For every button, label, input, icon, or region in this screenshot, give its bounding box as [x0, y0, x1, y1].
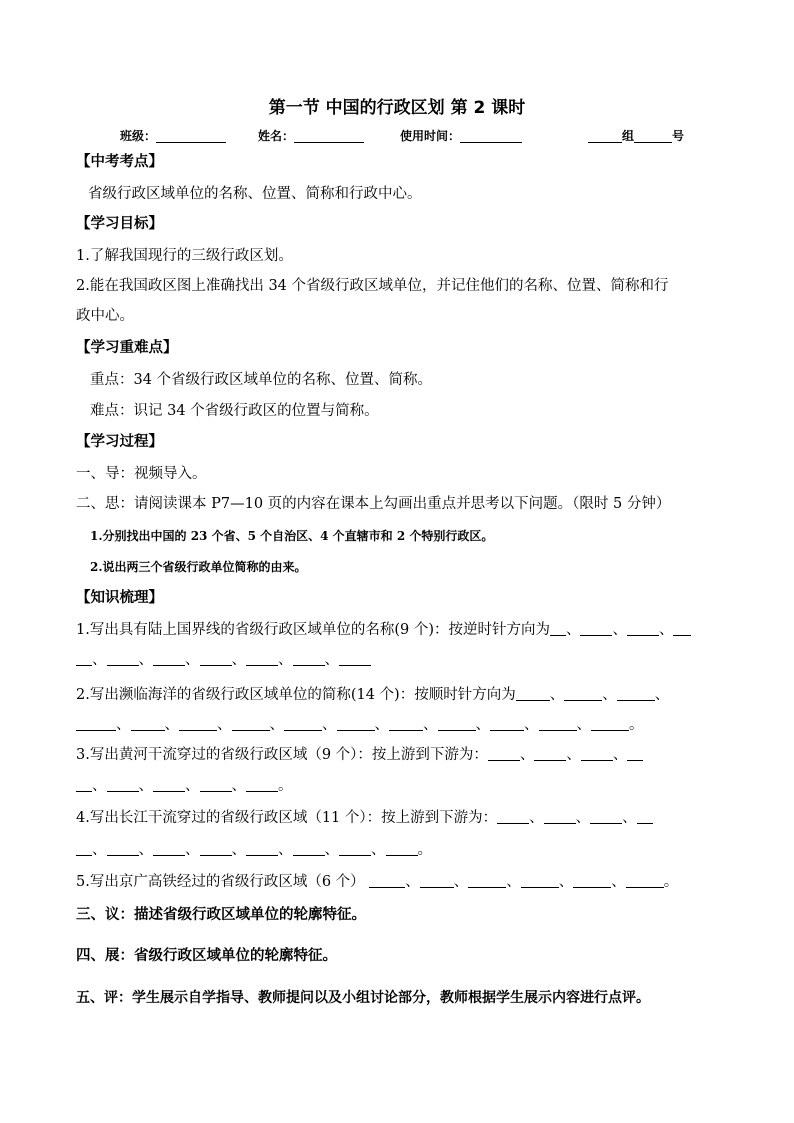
answer-blank[interactable]	[637, 809, 653, 824]
answer-blank[interactable]	[591, 716, 629, 731]
sep: 、	[423, 717, 438, 733]
name-field	[258, 127, 364, 144]
answer-blank[interactable]	[232, 716, 270, 731]
sep: 、	[612, 622, 627, 638]
sep: 、	[92, 778, 107, 794]
time-blank[interactable]	[460, 130, 522, 143]
sep: 、	[611, 874, 626, 890]
answer-blank[interactable]	[339, 841, 371, 856]
answer-blank[interactable]	[438, 716, 476, 731]
answer-blank[interactable]	[497, 809, 529, 824]
exam-points-header: 【中考考点】	[76, 154, 163, 170]
knowledge-item-2	[76, 685, 734, 705]
answer-blank[interactable]	[246, 777, 278, 792]
goal-item-2-line-1: 2.能在我国政区图上准确找出 34 个省级行政区域单位，并记住他们的名称、位置、简称和行	[76, 278, 669, 294]
answer-blank[interactable]	[550, 621, 566, 636]
group-blank[interactable]	[588, 130, 622, 143]
end-mark: 。	[278, 778, 293, 794]
knowledge-item-2-text: 2.写出濒临海洋的省级行政区域单位的简称(14 个)：按顺时针方向为	[76, 687, 516, 703]
answer-blank[interactable]	[468, 873, 506, 888]
sep: 、	[658, 622, 674, 638]
sep: 、	[654, 687, 670, 703]
sep: 、	[549, 687, 565, 703]
sep: 、	[371, 842, 386, 858]
answer-blank[interactable]	[76, 777, 92, 792]
class-label: 班级：	[120, 129, 157, 143]
sep: 、	[519, 747, 535, 763]
answer-blank[interactable]	[581, 746, 613, 761]
answer-blank[interactable]	[200, 777, 232, 792]
knowledge-item-1	[76, 620, 734, 640]
sep: 、	[475, 717, 490, 733]
sep: 、	[231, 778, 246, 794]
think-question-2: 2.说出两三个省级行政单位简称的由来。	[90, 560, 307, 574]
sep: 、	[324, 842, 339, 858]
answer-blank[interactable]	[107, 841, 139, 856]
knowledge-item-4-text: 4.写出长江干流穿过的省级行政区域（11 个）：按上游到下游为：	[76, 810, 498, 826]
answer-blank[interactable]	[200, 841, 232, 856]
answer-blank[interactable]	[293, 841, 325, 856]
answer-blank[interactable]	[627, 746, 643, 761]
answer-blank[interactable]	[488, 746, 520, 761]
knowledge-item-2-continued	[76, 715, 644, 735]
sep: 、	[217, 717, 232, 733]
exam-points-text: 省级行政区域单位的名称、位置、简称和行政中心。	[88, 186, 422, 202]
answer-blank[interactable]	[76, 716, 116, 731]
sep: 、	[92, 842, 107, 858]
answer-blank[interactable]	[153, 841, 185, 856]
sep: 、	[324, 652, 339, 668]
answer-blank[interactable]	[293, 651, 325, 666]
sep: 、	[138, 778, 153, 794]
sep: 、	[565, 622, 581, 638]
sep: 、	[185, 778, 200, 794]
sep: 、	[374, 717, 389, 733]
knowledge-item-1-text: 1.写出具有陆上国界线的省级行政区域单位的名称(9 个)：按逆时针方向为	[76, 622, 550, 638]
sep: 、	[278, 652, 293, 668]
number-blank[interactable]	[634, 130, 672, 143]
knowledge-header: 【知识梳理】	[76, 590, 163, 606]
knowledge-item-3-text: 3.写出黄河干流穿过的省级行政区域（9 个）：按上游到下游为：	[76, 747, 488, 763]
sep: 、	[231, 842, 246, 858]
answer-blank[interactable]	[564, 686, 602, 701]
number-label: 号	[672, 129, 685, 143]
time-label: 使用时间：	[400, 129, 461, 143]
key-points-header: 【学习重难点】	[76, 340, 178, 356]
sep: 、	[506, 874, 521, 890]
answer-blank[interactable]	[76, 841, 92, 856]
answer-blank[interactable]	[76, 651, 92, 666]
sep: 、	[622, 810, 637, 826]
step-show: 四、展：省级行政区域单位的轮廓特征。	[76, 948, 337, 964]
process-step-2: 二、思：请阅读课本 P7—10 页的内容在课本上勾画出重点并思考以下问题。（限时 5 分钟）	[76, 496, 671, 512]
answer-blank[interactable]	[573, 873, 611, 888]
answer-blank[interactable]	[490, 716, 524, 731]
answer-blank[interactable]	[107, 651, 139, 666]
goals-header: 【学习目标】	[76, 216, 163, 232]
answer-blank[interactable]	[626, 873, 664, 888]
answer-blank[interactable]	[516, 686, 550, 701]
answer-blank[interactable]	[284, 716, 322, 731]
step-evaluate: 五、评：学生展示自学指导、教师提问以及小组讨论部分，教师根据学生展示内容进行点评。	[76, 990, 650, 1006]
answer-blank[interactable]	[539, 716, 577, 731]
answer-blank[interactable]	[131, 716, 165, 731]
sep: 、	[453, 874, 469, 890]
answer-blank[interactable]	[389, 716, 423, 731]
knowledge-item-4	[76, 808, 734, 828]
answer-blank[interactable]	[369, 873, 405, 888]
answer-blank[interactable]	[337, 716, 375, 731]
sep: 、	[269, 717, 284, 733]
answer-blank[interactable]	[386, 841, 418, 856]
answer-blank[interactable]	[246, 651, 278, 666]
class-field	[120, 127, 226, 144]
name-label: 姓名：	[258, 129, 295, 143]
group-number-field	[588, 127, 684, 144]
knowledge-item-3-continued	[76, 776, 293, 796]
answer-blank[interactable]	[521, 873, 559, 888]
answer-blank[interactable]	[246, 841, 278, 856]
sep: 、	[138, 652, 153, 668]
time-field	[400, 127, 522, 144]
answer-blank[interactable]	[107, 777, 139, 792]
sep: 、	[231, 652, 246, 668]
knowledge-item-4-continued	[76, 840, 432, 860]
sep: 、	[138, 842, 153, 858]
goal-item-2-line-2: 政中心。	[76, 308, 134, 324]
key-difficulty-text: 难点：识记 34 个省级行政区的位置与简称。	[90, 403, 379, 419]
knowledge-item-1-continued	[76, 650, 371, 670]
goal-item-1: 1.了解我国现行的三级行政区划。	[76, 248, 293, 264]
knowledge-item-5-text: 5.写出京广高铁经过的省级行政区域（6 个）	[76, 874, 365, 890]
sep: 、	[529, 810, 544, 826]
answer-blank[interactable]	[534, 746, 566, 761]
answer-blank[interactable]	[420, 873, 454, 888]
group-label: 组	[622, 129, 635, 143]
answer-blank[interactable]	[153, 777, 185, 792]
sep: 、	[185, 652, 200, 668]
process-header: 【学习过程】	[76, 434, 163, 450]
answer-blank[interactable]	[179, 716, 217, 731]
sep: 、	[116, 717, 131, 733]
answer-blank[interactable]	[339, 651, 371, 666]
answer-blank[interactable]	[544, 809, 576, 824]
answer-blank[interactable]	[617, 686, 655, 701]
answer-blank[interactable]	[590, 809, 622, 824]
sep: 、	[612, 747, 628, 763]
step-discuss: 三、议：描述省级行政区域单位的轮廓特征。	[76, 907, 366, 923]
answer-blank[interactable]	[580, 621, 612, 636]
sep: 、	[575, 810, 591, 826]
answer-blank[interactable]	[153, 651, 185, 666]
sep: 、	[558, 874, 574, 890]
sep: 、	[322, 717, 337, 733]
sep: 、	[602, 687, 617, 703]
sep: 、	[566, 747, 581, 763]
knowledge-item-3	[76, 745, 734, 765]
process-step-1: 一、导：视频导入。	[76, 466, 207, 482]
answer-blank[interactable]	[627, 621, 659, 636]
knowledge-item-5	[76, 872, 734, 892]
class-blank[interactable]	[156, 130, 226, 143]
end-mark: 。	[663, 874, 679, 890]
answer-blank[interactable]	[200, 651, 232, 666]
sep: 、	[185, 842, 200, 858]
name-blank[interactable]	[294, 130, 364, 143]
end-mark: 。	[417, 842, 432, 858]
page-title: 第一节 中国的行政区划 第 2 课时	[268, 98, 526, 118]
answer-blank[interactable]	[673, 621, 691, 636]
sep: 、	[92, 652, 107, 668]
sep: 、	[278, 842, 293, 858]
sep: 、	[164, 717, 179, 733]
key-focus-text: 重点：34 个省级行政区域单位的名称、位置、简称。	[90, 372, 433, 388]
think-question-1: 1.分别找出中国的 23 个省、5 个自治区、4 个直辖市和 2 个特别行政区。	[90, 529, 494, 543]
sep: 、	[576, 717, 591, 733]
sep: 、	[405, 874, 420, 890]
end-mark: 。	[629, 717, 644, 733]
sep: 、	[524, 717, 539, 733]
